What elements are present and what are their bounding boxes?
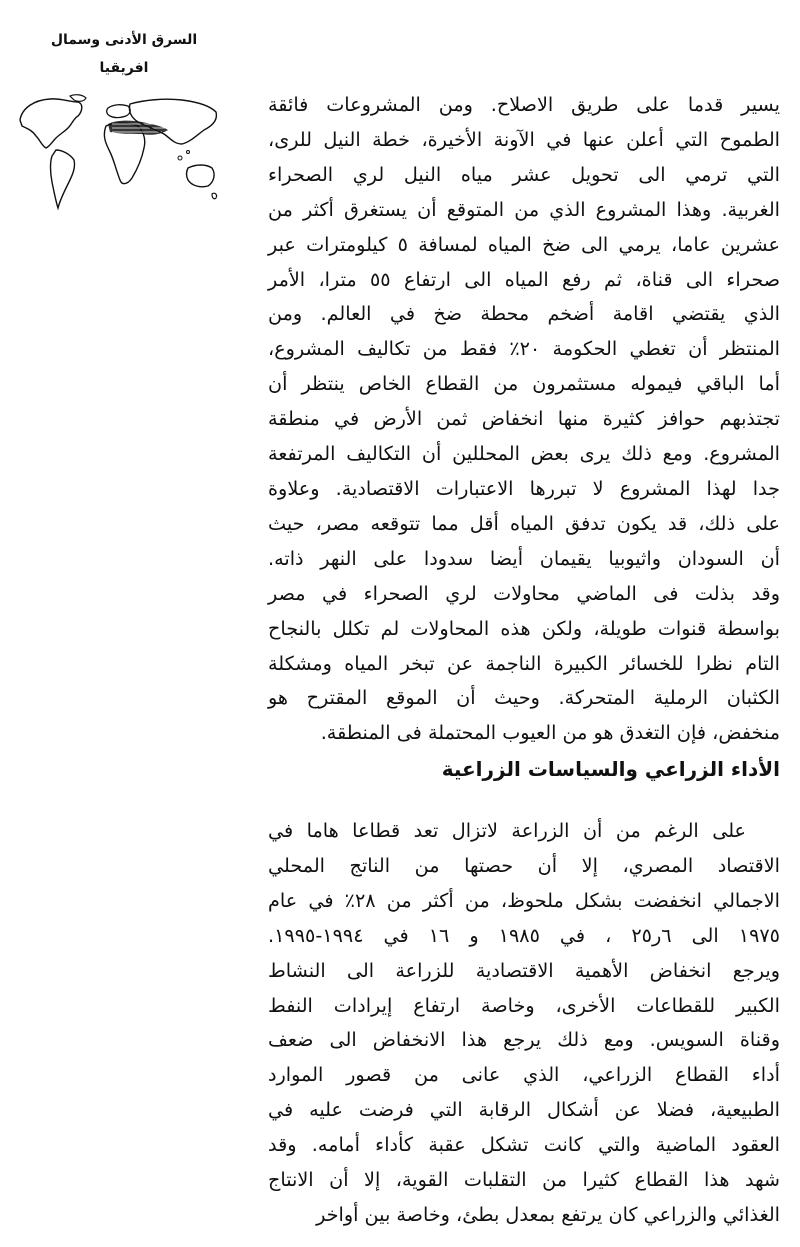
text-line: أداء القطاع الزراعي، الذي عانى من قصور الموارد — [268, 1063, 780, 1087]
article-section-1 — [268, 88, 780, 751]
text-line: التام نظرا للخسائر الكبيرة الناجمة عن تبخر المياه ومشكلة — [268, 651, 780, 675]
text-line: الغربية. وهذا المشروع الذي من المتوقع أن يستغرق أكثر من — [268, 197, 780, 221]
text-line: عشرين عاما، يرمي الى ضخ المياه لمسافة ٥ كيلومترات عبر — [268, 232, 780, 256]
text-line: أما الباقي فيموله مستثمرون من القطاع الخاص ينتظر أن — [268, 372, 780, 396]
map-caption-line1: السرق الأدنى وسمال — [50, 32, 198, 48]
text-line: أن السودان واثيوبيا يقيمان أيضا سدودا على النهر ذاته. — [268, 546, 780, 570]
text-line: التي ترمي الى تحويل عشر مياه النيل لري الصحراء — [268, 162, 780, 186]
section-heading: الأداء الزراعي والسياسات الزراعية — [441, 757, 780, 781]
text-line: جدا لهذا المشروع لا تبررها الاعتبارات الاقتصادية. وعلاوة — [268, 476, 780, 500]
text-line: الطبيعية، فضلا عن أشكال الرقابة التي فرضت عليه في — [268, 1098, 780, 1122]
text-line: ويرجع انخفاض الأهمية الاقتصادية للزراعة الى النشاط — [268, 958, 780, 982]
paragraph-2 — [268, 814, 780, 1233]
text-line: الطموح التي أعلن عنها في الآونة الأخيرة، خطة النيل للرى، — [268, 127, 780, 151]
text-line: المشروع. ومع ذلك يرى بعض المحللين أن التكاليف المرتفعة — [268, 442, 780, 466]
text-line: ١٩٧٥ الى ٦ر٢٥ ، في ١٩٨٥ و ١٦ في ١٩٩٤-١٩٩٥. — [268, 923, 780, 947]
map-caption-line2: افريقيا — [99, 60, 149, 76]
text-line: الاقتصاد المصري، إلا أن حصتها من الناتج المحلي — [268, 853, 780, 877]
text-line: العقود الماضية والتي كانت تشكل عقبة كأداء أمامه. وقد — [268, 1133, 780, 1157]
article-section-2 — [268, 814, 780, 1233]
text-line: الكبير للقطاعات الأخرى، وخاصة ارتفاع إيرادات النفط — [268, 993, 780, 1017]
text-line: تجتذبهم حوافز كثيرة منها انخفاض ثمن الأرض في منطقة — [268, 407, 780, 431]
text-line: وقناة السويس. ومع ذلك يرجع هذا الانخفاض الى ضعف — [268, 1028, 780, 1052]
text-line: الذي يقتضي اقامة أضخم محطة ضخ في العالم. ومن — [268, 302, 780, 326]
world-map-icon — [12, 90, 238, 220]
text-line: على الرغم من أن الزراعة لاتزال تعد قطاعا هاما في — [268, 819, 746, 842]
text-line: على ذلك، قد يكون تدفق المياه أقل مما تتوقعه مصر، حيث — [268, 511, 780, 535]
text-line: الغذائي والزراعي كان يرتفع بمعدل بطئ، وخاصة بين أواخر — [316, 1202, 780, 1226]
text-line: يسير قدما على طريق الاصلاح. ومن المشروعات فائقة — [268, 93, 780, 116]
text-line: صحراء الى قناة، ثم رفع المياه الى ارتفاع ٥٥ مترا، الأمر — [268, 267, 780, 291]
text-line: منخفض، فإن التغدق هو من العيوب المحتملة فى المنطقة. — [320, 721, 780, 745]
paragraph-1 — [268, 88, 780, 751]
text-line: بواسطة قنوات طويلة، ولكن هذه المحاولات لم تكلل بالنجاح — [268, 616, 780, 640]
text-line: وقد بذلت فى الماضي محاولات لري الصحراء في مصر — [268, 581, 780, 605]
text-line: الاجمالي انخفضت بشكل ملحوظ، من أكثر من ٢٨٪ في عام — [268, 888, 780, 912]
text-line: شهد هذا القطاع كثيرا من التقلبات القوية، إلا أن الانتاج — [268, 1168, 780, 1192]
text-line: المنتظر أن تغطي الحكومة ٢٠٪ فقط من تكاليف المشروع، — [268, 337, 780, 361]
map-figure — [8, 26, 240, 222]
text-line: الكثبان الرملية المتحركة. وحيث أن الموقع المقترح هو — [268, 686, 780, 710]
